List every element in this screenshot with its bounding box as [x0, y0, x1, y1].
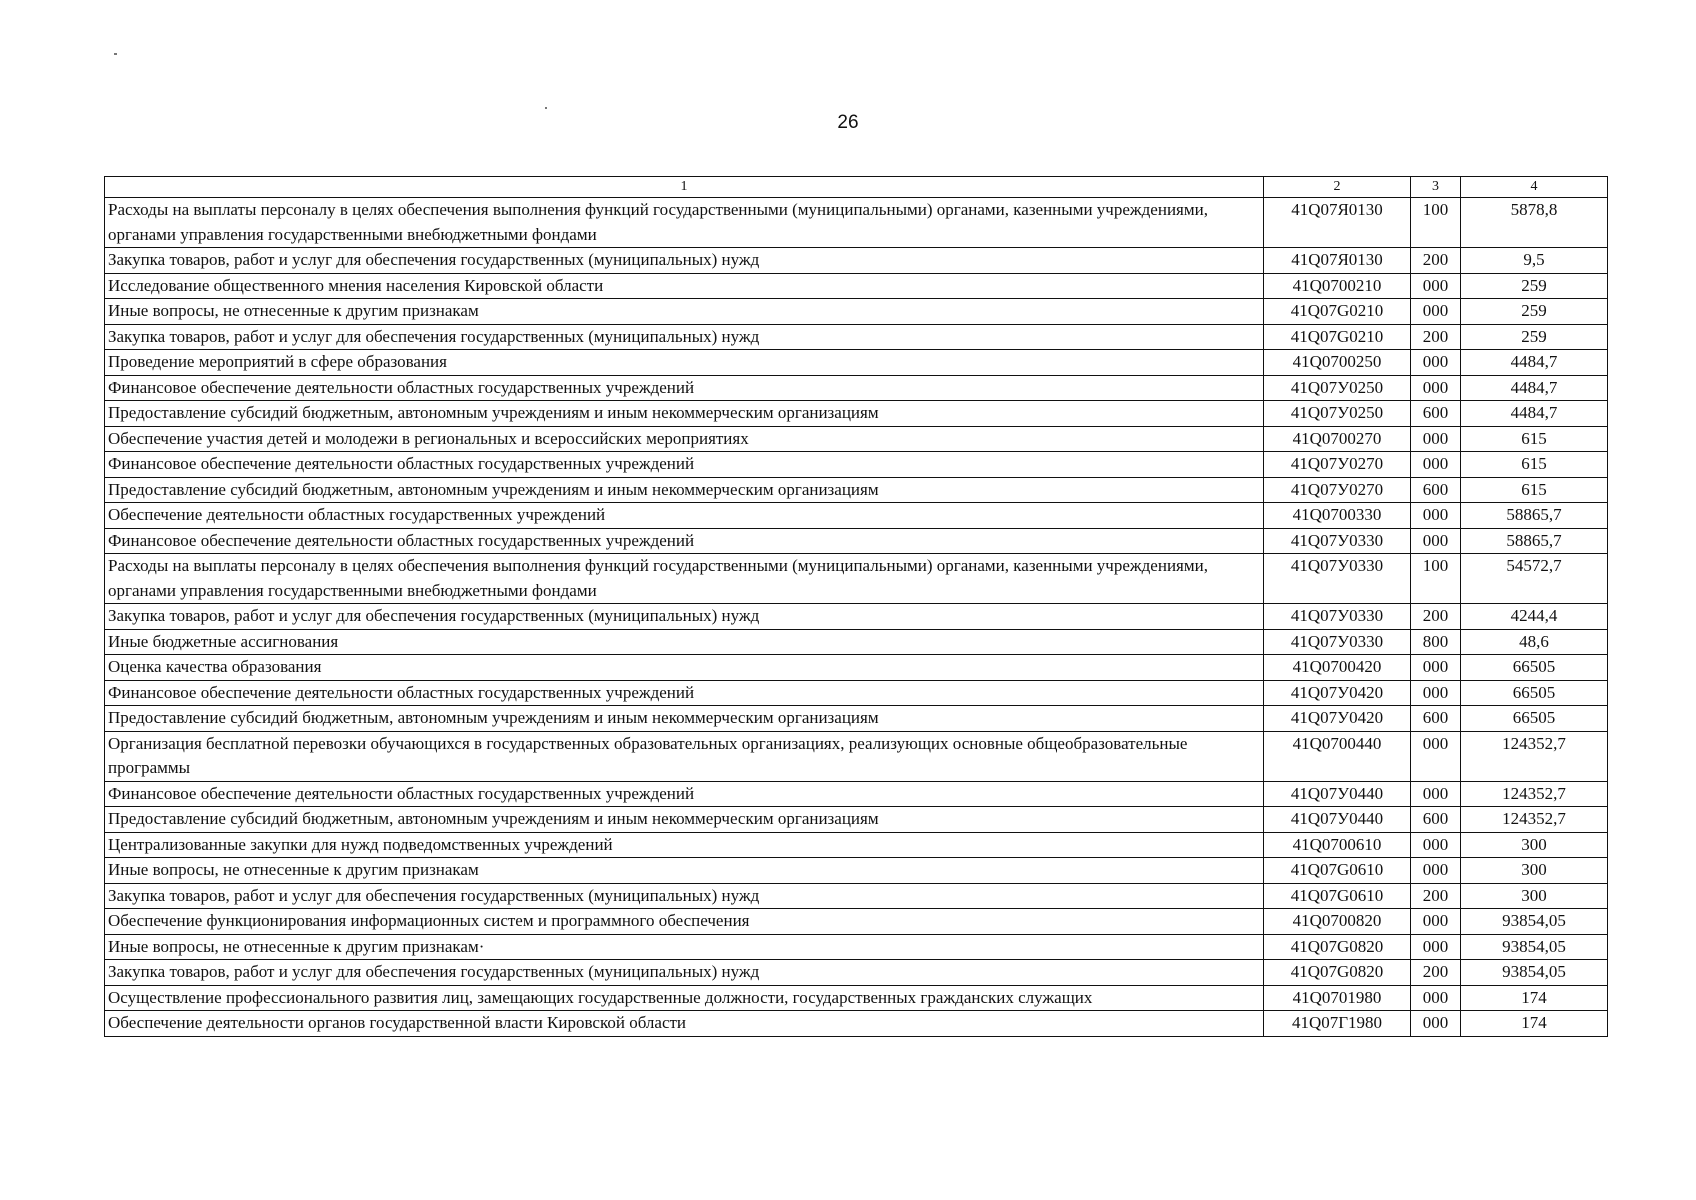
table-row [105, 324, 1608, 350]
expense-type-cell: 000 [1411, 273, 1461, 299]
column-header: 2 [1264, 177, 1411, 198]
expense-type-cell: 000 [1411, 858, 1461, 884]
expense-name-cell: Иные бюджетные ассигнования [105, 629, 1264, 655]
expense-name-cell: Обеспечение функционирования информационных систем и программного обеспечения [105, 909, 1264, 935]
expense-name-cell: Исследование общественного мнения населения Кировской области [105, 273, 1264, 299]
table-row [105, 680, 1608, 706]
table-row [105, 731, 1608, 781]
table-row [105, 350, 1608, 376]
amount-cell: 66505 [1461, 680, 1608, 706]
target-code-cell: 41Q0700820 [1264, 909, 1411, 935]
target-code-cell: 41Q07У0330 [1264, 528, 1411, 554]
amount-cell: 93854,05 [1461, 909, 1608, 935]
target-code-cell: 41Q07G0820 [1264, 960, 1411, 986]
expense-name-cell: Обеспечение деятельности областных государственных учреждений [105, 503, 1264, 529]
table-row [105, 528, 1608, 554]
amount-cell: 93854,05 [1461, 960, 1608, 986]
table-row [105, 299, 1608, 325]
amount-cell: 615 [1461, 477, 1608, 503]
table-row [105, 934, 1608, 960]
expense-name-cell: Предоставление субсидий бюджетным, автономным учреждениям и иным некоммерческим организациям [105, 477, 1264, 503]
target-code-cell: 41Q0700440 [1264, 731, 1411, 781]
expense-type-cell: 000 [1411, 680, 1461, 706]
amount-cell: 4484,7 [1461, 350, 1608, 376]
expense-type-cell: 000 [1411, 1011, 1461, 1037]
table-row [105, 832, 1608, 858]
target-code-cell: 41Q07У0330 [1264, 554, 1411, 604]
expense-name-cell: Иные вопросы, не отнесенные к другим признакам [105, 299, 1264, 325]
amount-cell: 300 [1461, 883, 1608, 909]
target-code-cell: 41Q07У0270 [1264, 477, 1411, 503]
expense-name-cell: Расходы на выплаты персоналу в целях обеспечения выполнения функций государственными (муниципальными) органами, казенными учреждениями, органами управления государственными внебюджетными фондами [105, 554, 1264, 604]
table-row [105, 883, 1608, 909]
target-code-cell: 41Q07Я0130 [1264, 198, 1411, 248]
expense-type-cell: 000 [1411, 655, 1461, 681]
amount-cell: 300 [1461, 858, 1608, 884]
target-code-cell: 41Q07У0270 [1264, 452, 1411, 478]
table-row [105, 909, 1608, 935]
amount-cell: 174 [1461, 1011, 1608, 1037]
target-code-cell: 41Q07У0420 [1264, 680, 1411, 706]
expense-type-cell: 000 [1411, 452, 1461, 478]
expense-type-cell: 000 [1411, 781, 1461, 807]
expense-type-cell: 600 [1411, 401, 1461, 427]
target-code-cell: 41Q0700210 [1264, 273, 1411, 299]
table-row [105, 503, 1608, 529]
target-code-cell: 41Q07G0210 [1264, 299, 1411, 325]
expense-type-cell: 000 [1411, 375, 1461, 401]
amount-cell: 93854,05 [1461, 934, 1608, 960]
expense-name-cell: Финансовое обеспечение деятельности областных государственных учреждений [105, 528, 1264, 554]
table-row [105, 655, 1608, 681]
expense-name-cell: Иные вопросы, не отнесенные к другим признакам [105, 858, 1264, 884]
scan-speck [114, 53, 117, 55]
target-code-cell: 41Q0700250 [1264, 350, 1411, 376]
expense-type-cell: 000 [1411, 832, 1461, 858]
target-code-cell: 41Q0700330 [1264, 503, 1411, 529]
table-row [105, 554, 1608, 604]
scan-speck [545, 107, 547, 109]
target-code-cell: 41Q07G0820 [1264, 934, 1411, 960]
expense-name-cell: Централизованные закупки для нужд подведомственных учреждений [105, 832, 1264, 858]
column-header: 3 [1411, 177, 1461, 198]
target-code-cell: 41Q07У0440 [1264, 807, 1411, 833]
amount-cell: 124352,7 [1461, 781, 1608, 807]
expense-type-cell: 200 [1411, 604, 1461, 630]
expense-type-cell: 000 [1411, 909, 1461, 935]
amount-cell: 259 [1461, 299, 1608, 325]
expense-name-cell: Обеспечение деятельности органов государственной власти Кировской области [105, 1011, 1264, 1037]
amount-cell: 4244,4 [1461, 604, 1608, 630]
table-row [105, 781, 1608, 807]
amount-cell: 259 [1461, 324, 1608, 350]
amount-cell: 66505 [1461, 655, 1608, 681]
target-code-cell: 41Q07У0330 [1264, 629, 1411, 655]
expense-name-cell: Финансовое обеспечение деятельности областных государственных учреждений [105, 375, 1264, 401]
expense-type-cell: 200 [1411, 248, 1461, 274]
table-row [105, 858, 1608, 884]
column-header: 1 [105, 177, 1264, 198]
target-code-cell: 41Q07G0610 [1264, 858, 1411, 884]
page-number: 26 [837, 112, 859, 133]
expense-type-cell: 000 [1411, 985, 1461, 1011]
expense-type-cell: 000 [1411, 934, 1461, 960]
amount-cell: 4484,7 [1461, 375, 1608, 401]
amount-cell: 124352,7 [1461, 731, 1608, 781]
target-code-cell: 41Q07У0420 [1264, 706, 1411, 732]
expense-type-cell: 800 [1411, 629, 1461, 655]
table-row [105, 807, 1608, 833]
table-row [105, 198, 1608, 248]
expense-name-cell: Финансовое обеспечение деятельности областных государственных учреждений [105, 452, 1264, 478]
target-code-cell: 41Q07G0210 [1264, 324, 1411, 350]
table-row [105, 604, 1608, 630]
amount-cell: 5878,8 [1461, 198, 1608, 248]
table-row [105, 1011, 1608, 1037]
target-code-cell: 41Q0701980 [1264, 985, 1411, 1011]
table-row [105, 401, 1608, 427]
column-header: 4 [1461, 177, 1608, 198]
expense-name-cell: Закупка товаров, работ и услуг для обеспечения государственных (муниципальных) нужд [105, 248, 1264, 274]
amount-cell: 58865,7 [1461, 528, 1608, 554]
expense-name-cell: Закупка товаров, работ и услуг для обеспечения государственных (муниципальных) нужд [105, 604, 1264, 630]
amount-cell: 54572,7 [1461, 554, 1608, 604]
table-row [105, 375, 1608, 401]
table-row [105, 477, 1608, 503]
amount-cell: 174 [1461, 985, 1608, 1011]
amount-cell: 66505 [1461, 706, 1608, 732]
expense-type-cell: 000 [1411, 299, 1461, 325]
expense-name-cell: Предоставление субсидий бюджетным, автономным учреждениям и иным некоммерческим организациям [105, 807, 1264, 833]
expense-type-cell: 600 [1411, 477, 1461, 503]
expense-type-cell: 600 [1411, 706, 1461, 732]
expense-name-cell: Проведение мероприятий в сфере образования [105, 350, 1264, 376]
table-row [105, 273, 1608, 299]
amount-cell: 615 [1461, 426, 1608, 452]
expense-name-cell: Оценка качества образования [105, 655, 1264, 681]
target-code-cell: 41Q0700420 [1264, 655, 1411, 681]
expense-name-cell: Обеспечение участия детей и молодежи в региональных и всероссийских мероприятиях [105, 426, 1264, 452]
expense-name-cell: Закупка товаров, работ и услуг для обеспечения государственных (муниципальных) нужд [105, 960, 1264, 986]
expense-name-cell: Предоставление субсидий бюджетным, автономным учреждениям и иным некоммерческим организациям [105, 401, 1264, 427]
table-row [105, 960, 1608, 986]
target-code-cell: 41Q07У0440 [1264, 781, 1411, 807]
target-code-cell: 41Q07Я0130 [1264, 248, 1411, 274]
expense-name-cell: Расходы на выплаты персоналу в целях обеспечения выполнения функций государственными (муниципальными) органами, казенными учреждениями, органами управления государственными внебюджетными фондами [105, 198, 1264, 248]
amount-cell: 58865,7 [1461, 503, 1608, 529]
expense-name-cell: Финансовое обеспечение деятельности областных государственных учреждений [105, 680, 1264, 706]
target-code-cell: 41Q07У0250 [1264, 401, 1411, 427]
expense-type-cell: 000 [1411, 528, 1461, 554]
expense-type-cell: 600 [1411, 807, 1461, 833]
expense-name-cell: Иные вопросы, не отнесенные к другим признакам· [105, 934, 1264, 960]
target-code-cell: 41Q07У0250 [1264, 375, 1411, 401]
expense-name-cell: Организация бесплатной перевозки обучающихся в государственных образовательных организациях, реализующих основные общеобразовательные программы [105, 731, 1264, 781]
expense-type-cell: 100 [1411, 198, 1461, 248]
expense-name-cell: Предоставление субсидий бюджетным, автономным учреждениям и иным некоммерческим организациям [105, 706, 1264, 732]
expense-type-cell: 200 [1411, 960, 1461, 986]
table-row [105, 706, 1608, 732]
expense-type-cell: 200 [1411, 324, 1461, 350]
target-code-cell: 41Q07У0330 [1264, 604, 1411, 630]
target-code-cell: 41Q0700610 [1264, 832, 1411, 858]
amount-cell: 4484,7 [1461, 401, 1608, 427]
amount-cell: 48,6 [1461, 629, 1608, 655]
expense-type-cell: 200 [1411, 883, 1461, 909]
target-code-cell: 41Q0700270 [1264, 426, 1411, 452]
amount-cell: 9,5 [1461, 248, 1608, 274]
expense-name-cell: Закупка товаров, работ и услуг для обеспечения государственных (муниципальных) нужд [105, 324, 1264, 350]
table-body [105, 198, 1608, 1037]
target-code-cell: 41Q07G0610 [1264, 883, 1411, 909]
amount-cell: 259 [1461, 273, 1608, 299]
header-row [105, 177, 1608, 198]
budget-table [104, 176, 1608, 1037]
expense-name-cell: Осуществление профессионального развития лиц, замещающих государственные должности, государственных гражданских служащих [105, 985, 1264, 1011]
amount-cell: 124352,7 [1461, 807, 1608, 833]
expense-type-cell: 100 [1411, 554, 1461, 604]
table-row [105, 426, 1608, 452]
table-header [105, 177, 1608, 198]
table-row [105, 452, 1608, 478]
table-row [105, 248, 1608, 274]
table-row [105, 629, 1608, 655]
amount-cell: 615 [1461, 452, 1608, 478]
amount-cell: 300 [1461, 832, 1608, 858]
expense-type-cell: 000 [1411, 503, 1461, 529]
expense-type-cell: 000 [1411, 426, 1461, 452]
table-row [105, 985, 1608, 1011]
expense-type-cell: 000 [1411, 731, 1461, 781]
expense-name-cell: Закупка товаров, работ и услуг для обеспечения государственных (муниципальных) нужд [105, 883, 1264, 909]
expense-name-cell: Финансовое обеспечение деятельности областных государственных учреждений [105, 781, 1264, 807]
expense-type-cell: 000 [1411, 350, 1461, 376]
target-code-cell: 41Q07Г1980 [1264, 1011, 1411, 1037]
